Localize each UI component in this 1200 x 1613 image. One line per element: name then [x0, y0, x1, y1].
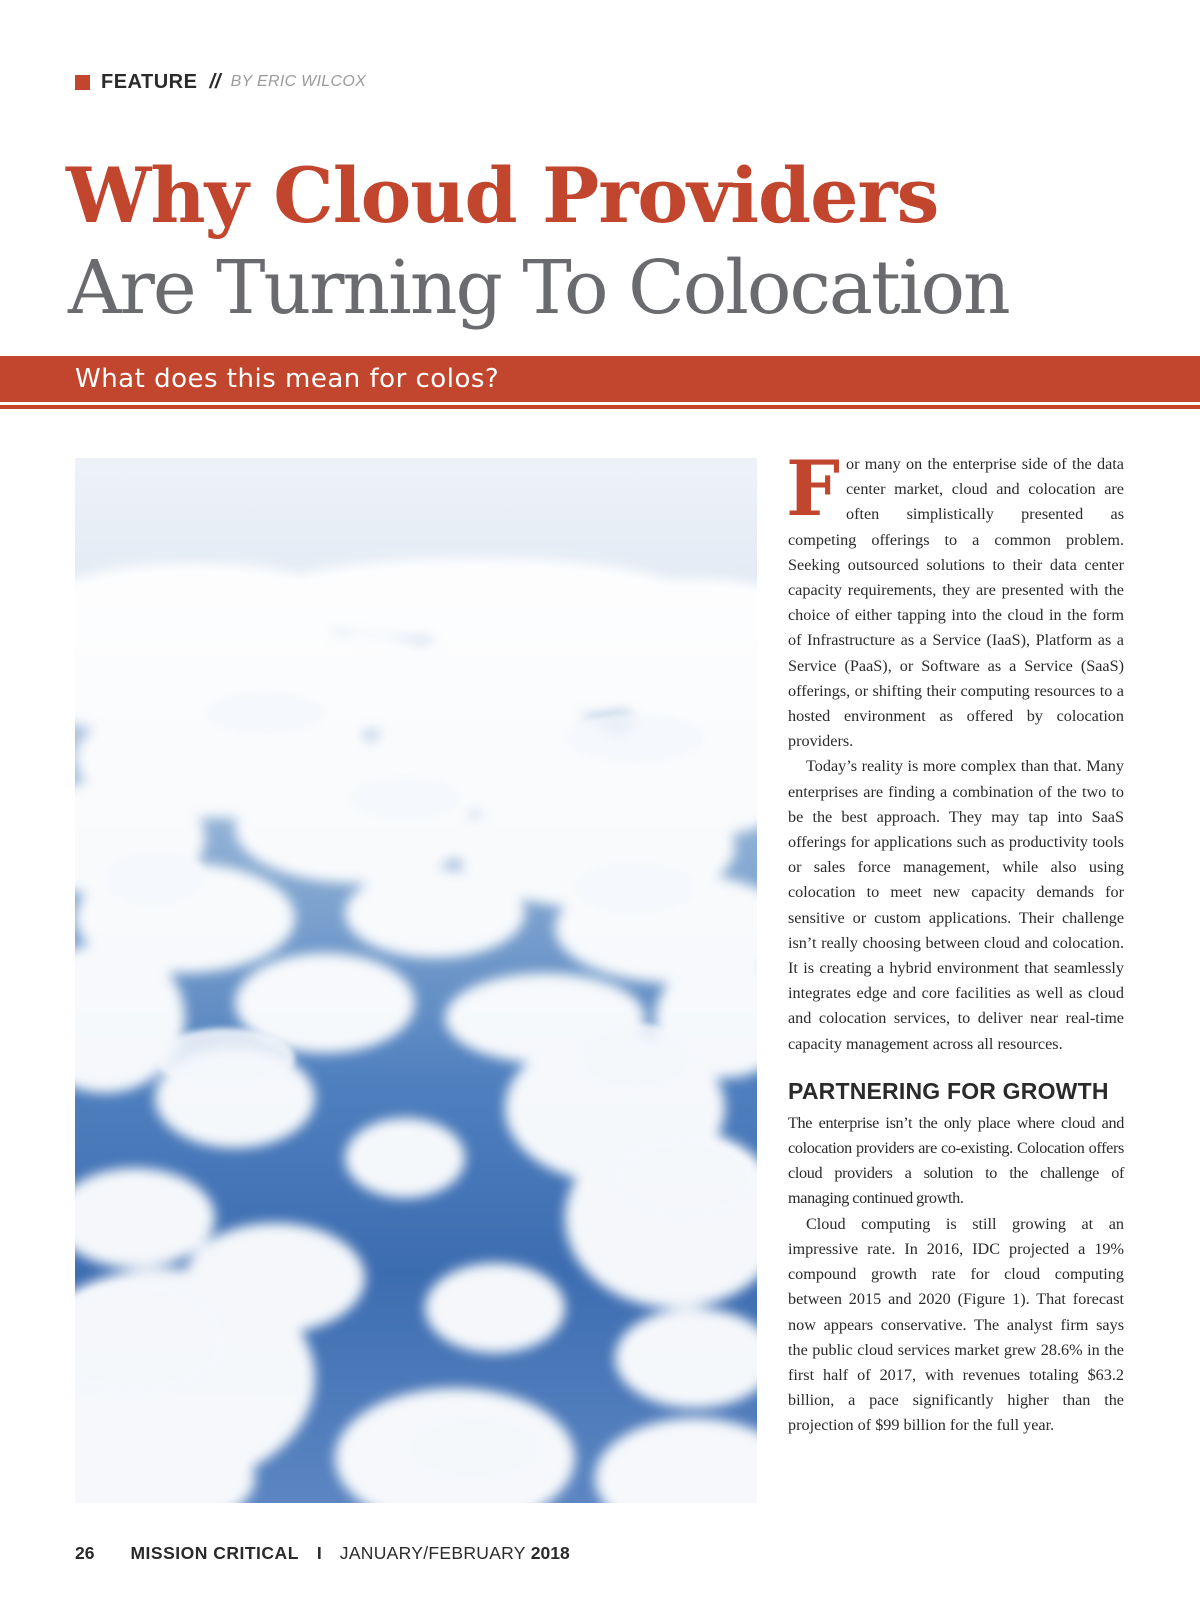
kicker-separator: // — [209, 70, 221, 93]
headline-line-1: Why Cloud Providers — [66, 151, 939, 240]
article-body — [786, 444, 1124, 1439]
article-paragraph: The enterprise isn’t the only place where cloud and colocation providers are co-existing. Colocation offers cloud providers a solution to the challenge of managing continued growth. — [788, 1113, 1124, 1208]
page-footer — [75, 1541, 570, 1565]
drop-cap: F — [786, 444, 840, 533]
headline-line-2: Are Turning To Colocation — [68, 245, 1009, 331]
issue-date: JANUARY/FEBRUARY — [339, 1542, 526, 1563]
paragraph-text: or many on the enterprise side of the data center market, cloud and colocation are often simplistically presented as competing offerings to a common problem. Seeking outsourced solutions to their data center capacity requirements, they are presented with the choice of either tapping into the cloud in the form of Infrastructure as a Service (IaaS), Platform as a Service (PaaS), or Software as a Service (SaaS) offerings, or shifting their computing resources to a hosted environment as offered by colocation providers. — [788, 455, 1124, 751]
magazine-name: MISSION CRITICAL — [130, 1542, 299, 1563]
article-paragraph: Today’s reality is more complex than that. Many enterprises are finding a combination of the two to be the best approach. They may tap into SaaS offerings for applications such as productivity tools or sales force management, while also using colocation to meet new capacity demands for sensitive or custom applications. Their challenge isn’t really choosing between cloud and colocation. It is creating a hybrid environment that seamlessly integrates edge and core facilities as well as cloud and colocation services, to deliver near real-time capacity management across all resources. — [788, 757, 1124, 1053]
article-paragraph: Cloud computing is still growing at an impressive rate. In 2016, IDC projected a 19% compound growth rate for cloud computing between 2015 and 2020 (Figure 1). That forecast now appears conservative. The analyst firm says the public cloud services market grew 28.6% in the first half of 2017, with revenues totaling $63.2 billion, a pace significantly higher than the projection of $99 billion for the full year. — [788, 1214, 1124, 1435]
author-byline: BY ERIC WILCOX — [230, 73, 367, 90]
deck-subtitle: What does this mean for colos? — [75, 364, 500, 394]
section-marker-icon — [75, 75, 90, 90]
issue-year: 2018 — [530, 1542, 570, 1563]
section-subhead: PARTNERING FOR GROWTH — [788, 1077, 1109, 1104]
article-paragraph — [786, 444, 1124, 754]
article-kicker — [75, 70, 366, 94]
section-label: FEATURE — [101, 70, 198, 93]
clouds-illustration — [75, 458, 757, 1503]
footer-divider: I — [316, 1542, 322, 1563]
page-number: 26 — [75, 1542, 95, 1563]
clouds-photo — [75, 458, 757, 1503]
deck-rule — [0, 405, 1200, 409]
